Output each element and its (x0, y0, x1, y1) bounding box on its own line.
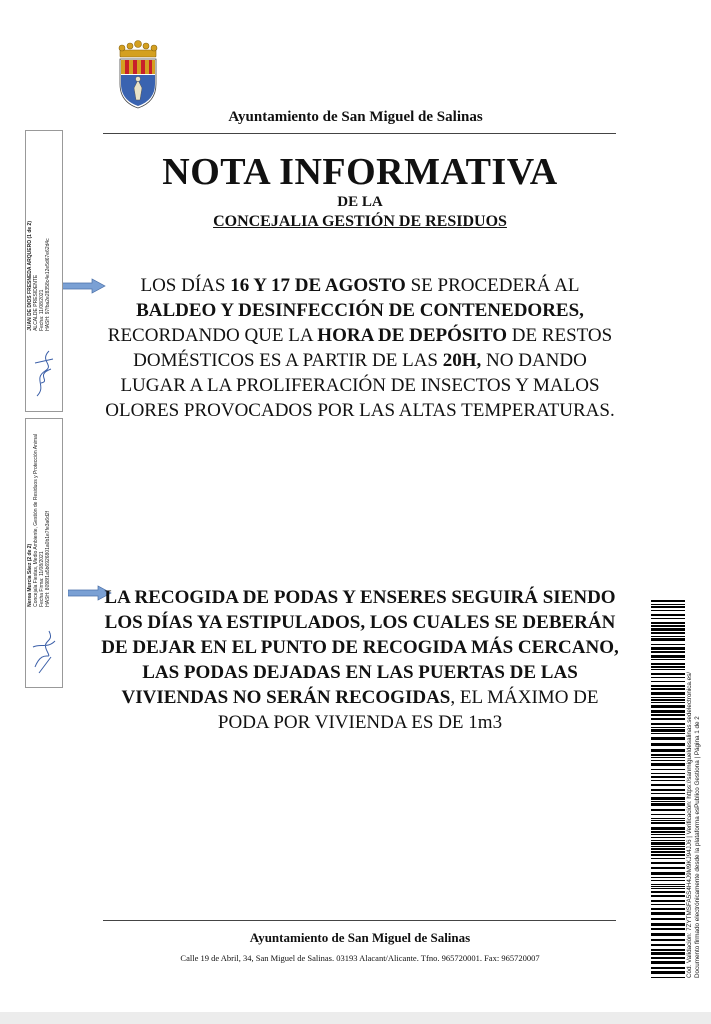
signature-box-1 (25, 130, 63, 412)
notice1-text-1: LOS DÍAS (140, 275, 231, 296)
barcode-bar (651, 754, 685, 756)
barcode-bar (651, 886, 685, 887)
barcode-bar (651, 851, 685, 853)
coat-of-arms-icon (114, 40, 162, 110)
barcode-bar (651, 697, 685, 698)
signature-2-date: Fecha Firma: 11/08/2021 (39, 551, 45, 607)
signature-1-details (27, 221, 61, 331)
barcode-bar (651, 628, 685, 631)
barcode-bar (651, 952, 685, 955)
barcode-bar (651, 622, 685, 624)
page-title: NOTA INFORMATIVA (162, 151, 558, 193)
barcode-bar (651, 912, 685, 915)
signature-2-hash: HASH: 8098f1a5b6926801a0b1e7fe3a6d2f (45, 511, 51, 607)
barcode-bar (651, 644, 685, 645)
notice-podas (100, 585, 620, 735)
footer-divider (103, 920, 616, 921)
barcode-bar (651, 877, 685, 878)
barcode-bar (651, 842, 685, 845)
barcode-bar (651, 710, 685, 713)
barcode-bar (651, 773, 685, 774)
barcode-bar (651, 632, 685, 634)
barcode-bar (651, 729, 685, 732)
barcode-bar (651, 699, 685, 701)
barcode-bar (651, 904, 685, 905)
barcode-bar (651, 837, 685, 838)
signature-2-details (27, 434, 61, 607)
barcode-bar (651, 908, 685, 910)
signature-1-date: Fecha: 11/08/2021 (39, 289, 45, 331)
barcode-bar (651, 803, 685, 806)
barcode-bar (651, 971, 685, 974)
barcode-bar (651, 638, 685, 641)
notice-baldeo (100, 273, 620, 423)
barcode-bar (651, 705, 685, 708)
barcode-bar (651, 891, 685, 893)
barcode-icon (651, 600, 685, 978)
barcode-bar (651, 714, 685, 716)
notice1-hour: 20H, (442, 350, 482, 371)
barcode-bar (651, 647, 685, 650)
barcode-bar (651, 888, 685, 889)
barcode-bar (651, 928, 685, 930)
barcode-bar (651, 737, 685, 740)
barcode-bar (651, 677, 685, 678)
barcode-bar (651, 780, 685, 781)
barcode-bar (651, 895, 685, 897)
barcode-bar (651, 606, 685, 608)
notice2-bold-text: LA RECOGIDA DE PODAS Y ENSERES SEGUIRÁ SIENDO LOS DÍAS YA ESTIPULADOS, LOS CUALES SE DEBERÁN DE DEJAR EN EL PUNTO DE RECOGIDA MÁS CERCANO, LAS PODAS DEJADAS EN LAS PUERTAS DE LAS VIVIENDAS NO SERÁN RECOGIDAS (101, 587, 619, 708)
barcode-bar (651, 733, 685, 734)
barcode-bar (651, 636, 685, 637)
notice1-dates: 16 Y 17 DE AGOSTO (230, 275, 406, 296)
barcode-bar (651, 880, 685, 881)
barcode-bar (651, 776, 685, 778)
notice2-text: , EL MÁXIMO DE PODA POR VIVIENDA ES DE 1m3 (217, 687, 599, 733)
verification-text (686, 600, 710, 978)
notice1-action: BALDEO Y DESINFECCIÓN DE CONTENEDORES, (136, 300, 584, 321)
barcode-bar (651, 834, 685, 835)
signature-box-2 (25, 418, 63, 688)
barcode-bar (651, 718, 685, 720)
header-municipality: Ayuntamiento de San Miguel de Salinas (228, 109, 483, 125)
barcode-bar (651, 784, 685, 786)
barcode-bar (651, 957, 685, 959)
barcode-bar (651, 727, 685, 728)
barcode-bar (651, 820, 685, 821)
barcode-bar (651, 949, 685, 951)
verification-platform: Documento firmado electrónicamente desde la plataforma esPublico Gestiona | Página 1 de 2 (694, 716, 701, 978)
barcode-bar (651, 769, 685, 770)
signature-2-role: Concejala Fiestas, Medio Ambiente, Gestión de Residuos y Protección Animal (33, 434, 39, 607)
barcode-bar (651, 831, 685, 833)
barcode-bar (651, 604, 685, 605)
barcode-bar (651, 809, 685, 811)
verification-code: Cód. Validación: 7ZYTMSFA5S4H4J9M9KJ94JJ6 | Verificación: https://sanmigueldesalinas.sedelectronica.es/ (686, 671, 693, 978)
barcode-bar (651, 614, 685, 616)
barcode-bar (651, 625, 685, 627)
barcode-bar (651, 918, 685, 920)
notice1-text-2: SE PROCEDERÁ AL (405, 275, 580, 296)
barcode-bar (651, 663, 685, 665)
handwritten-signature-icon (29, 341, 59, 401)
notice1-text-4: DE RESTOS DOMÉSTICOS ES A PARTIR DE LAS (133, 325, 613, 371)
barcode-bar (651, 977, 685, 978)
barcode-bar (651, 688, 685, 690)
barcode-bar (651, 692, 685, 695)
barcode-bar (651, 827, 685, 830)
barcode-bar (651, 862, 685, 864)
barcode-bar (651, 858, 685, 859)
barcode-bar (651, 673, 685, 675)
barcode-bar (651, 651, 685, 653)
barcode-bar (651, 884, 685, 885)
barcode-bar (651, 600, 685, 602)
barcode-bar (651, 669, 685, 670)
signature-1-hash: HASH: 97fba2e28358c4e12e5d67e62d4c (45, 238, 51, 331)
barcode-bar (651, 923, 685, 926)
footer-address: Calle 19 de Abril, 34, San Miguel de Salinas. 03193 Alacant/Alicante. Tfno. 965720001. Fax: 965720007 (180, 953, 540, 963)
barcode-bar (651, 655, 685, 658)
notice1-deposit-time: HORA DE DEPÓSITO (317, 325, 507, 346)
barcode-bar (651, 814, 685, 815)
signature-1-name: JUAN DE DIOS FRESNEDA ARQUERO (1 de 2) (27, 221, 33, 331)
barcode-bar (651, 760, 685, 761)
barcode-bar (651, 757, 685, 758)
barcode-bar (651, 961, 685, 964)
signature-2-name: Nerea Murcia Sáez (2 de 2) (27, 543, 33, 607)
barcode-bar (651, 797, 685, 800)
barcode-bar (651, 854, 685, 856)
header-divider (103, 133, 616, 134)
barcode-bar (651, 939, 685, 941)
signature-1-role: ALCALDE PRESIDENTE (33, 274, 39, 331)
barcode-bar (651, 793, 685, 794)
barcode-bar (651, 659, 685, 660)
footer-municipality: Ayuntamiento de San Miguel de Salinas (249, 930, 471, 945)
barcode-bar (651, 801, 685, 802)
barcode-bar (651, 872, 685, 875)
department-title: CONCEJALIA GESTIÓN DE RESIDUOS (213, 213, 507, 230)
barcode-bar (651, 723, 685, 725)
barcode-bar (651, 848, 685, 850)
barcode-bar (651, 763, 685, 766)
barcode-bar (651, 900, 685, 902)
barcode-bar (651, 749, 685, 752)
barcode-bar (651, 610, 685, 611)
barcode-bar (651, 840, 685, 841)
handwritten-signature-icon (29, 617, 59, 677)
barcode-bar (651, 681, 685, 682)
barcode-bar (651, 666, 685, 668)
barcode-bar (651, 867, 685, 869)
barcode-bar (651, 822, 685, 824)
barcode-bar (651, 933, 685, 936)
barcode-bar (651, 789, 685, 791)
barcode-bar (651, 743, 685, 746)
notice1-text-5: NO DANDO LUGAR A LA PROLIFERACIÓN DE INSECTOS Y MALOS OLORES PROVOCADOS POR LAS ALTAS TEMPERATURAS. (105, 350, 615, 421)
barcode-bar (651, 702, 685, 703)
barcode-bar (651, 618, 685, 619)
notice1-text-3: RECORDANDO QUE LA (107, 325, 318, 346)
title-sub: DE LA (337, 194, 383, 210)
barcode-bar (651, 818, 685, 819)
barcode-bar (651, 967, 685, 969)
barcode-bar (651, 846, 685, 847)
barcode-bar (651, 944, 685, 946)
barcode-bar (651, 685, 685, 687)
